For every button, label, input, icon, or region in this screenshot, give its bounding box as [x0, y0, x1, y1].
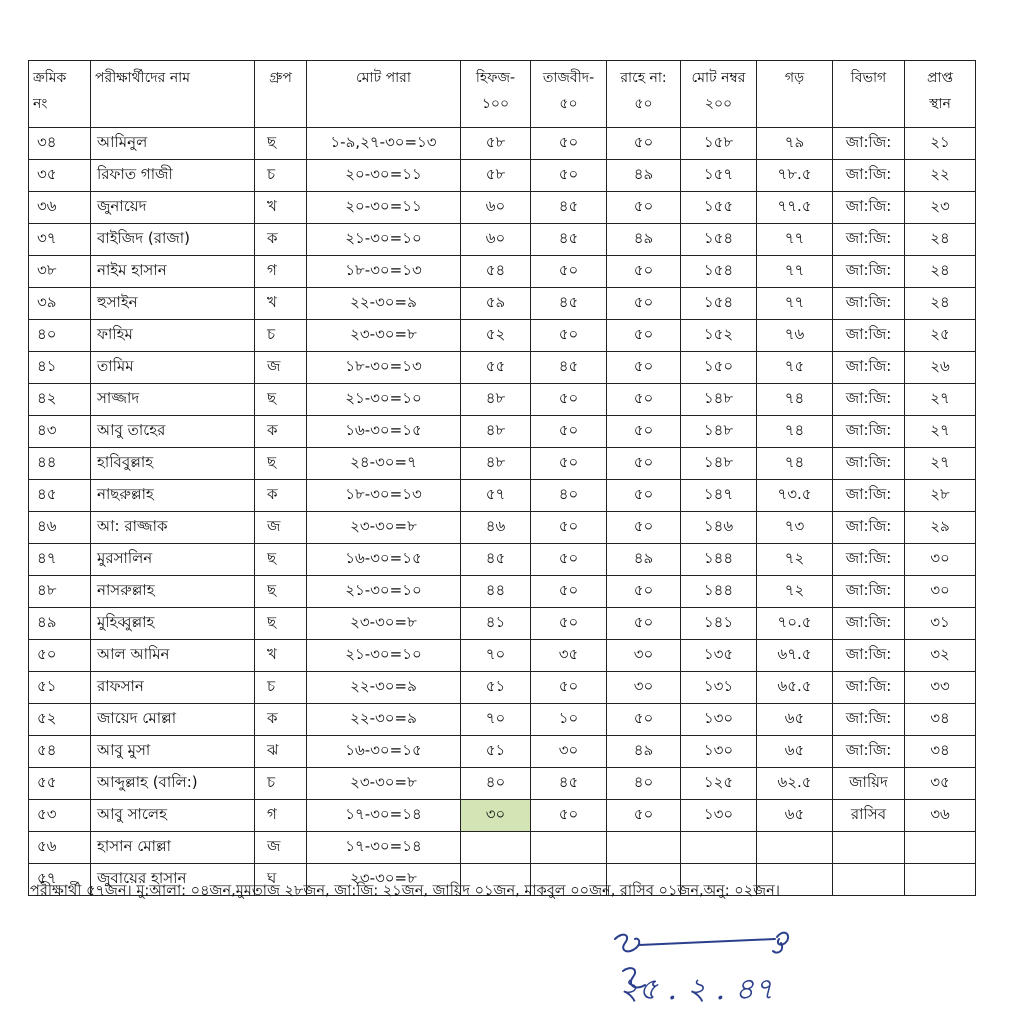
cell-rahe: ৫০: [607, 608, 681, 640]
cell-tajweed: ৫০: [531, 512, 607, 544]
cell-position: ২৪: [905, 256, 976, 288]
cell-hifz: ৩০: [461, 800, 531, 832]
cell-total-para: ১৬-৩০=১৫: [307, 736, 461, 768]
cell-position: ৩০: [905, 576, 976, 608]
cell-division: জা:জি:: [833, 576, 905, 608]
cell-serial: ৩৬: [29, 192, 91, 224]
cell-serial: ৪৪: [29, 448, 91, 480]
header-division: বিভাগ: [833, 61, 905, 128]
cell-average: ৬৫.৫: [757, 672, 833, 704]
cell-group: ক: [255, 704, 307, 736]
cell-hifz: ৫১: [461, 736, 531, 768]
table-row: [29, 128, 976, 160]
table-row: [29, 544, 976, 576]
cell-total-para: ১-৯,২৭-৩০=১৩: [307, 128, 461, 160]
cell-average: ৬৭.৫: [757, 640, 833, 672]
cell-tajweed: ৫০: [531, 256, 607, 288]
table-body: [29, 128, 976, 896]
cell-total-para: ২০-৩০=১১: [307, 160, 461, 192]
cell-tajweed: ৫০: [531, 384, 607, 416]
cell-division: জা:জি:: [833, 384, 905, 416]
cell-hifz: ৪৪: [461, 576, 531, 608]
cell-division: জা:জি:: [833, 448, 905, 480]
cell-position: ২৬: [905, 352, 976, 384]
cell-group: খ: [255, 640, 307, 672]
cell-group: চ: [255, 320, 307, 352]
cell-tajweed: ৫০: [531, 160, 607, 192]
cell-tajweed: ৪৫: [531, 224, 607, 256]
cell-position: [905, 864, 976, 896]
cell-total-para: ২৩-৩০=৮: [307, 768, 461, 800]
header-position: প্রাপ্ত স্থান: [905, 61, 976, 128]
cell-hifz: ৪৬: [461, 512, 531, 544]
cell-serial: ৫৩: [29, 800, 91, 832]
cell-average: ৭৬: [757, 320, 833, 352]
cell-hifz: ৭০: [461, 704, 531, 736]
cell-total-marks: ১৪৮: [681, 448, 757, 480]
cell-name: আল আমিন: [91, 640, 255, 672]
cell-division: জা:জি:: [833, 224, 905, 256]
cell-average: ৭০.৫: [757, 608, 833, 640]
cell-division: জা:জি:: [833, 672, 905, 704]
cell-division: [833, 832, 905, 864]
cell-hifz: ৬০: [461, 192, 531, 224]
cell-tajweed: ৫০: [531, 448, 607, 480]
cell-position: ২৭: [905, 448, 976, 480]
cell-position: ২২: [905, 160, 976, 192]
cell-name: জায়েদ মোল্লা: [91, 704, 255, 736]
cell-position: ২৪: [905, 224, 976, 256]
handwritten-signature: [605, 925, 805, 1010]
header-total-para: মোট পারা: [307, 61, 461, 128]
cell-hifz: ৪১: [461, 608, 531, 640]
cell-name: হাসান মোল্লা: [91, 832, 255, 864]
cell-rahe: ৩০: [607, 640, 681, 672]
table-row: [29, 736, 976, 768]
cell-position: ২৩: [905, 192, 976, 224]
cell-position: ৩০: [905, 544, 976, 576]
cell-average: ৬৫: [757, 800, 833, 832]
cell-group: ক: [255, 416, 307, 448]
cell-total-para: ২৩-৩০=৮: [307, 608, 461, 640]
cell-serial: ৩৮: [29, 256, 91, 288]
table-row: [29, 224, 976, 256]
cell-total-marks: ১৩০: [681, 800, 757, 832]
table-row: [29, 576, 976, 608]
cell-average: [757, 832, 833, 864]
cell-division: জা:জি:: [833, 160, 905, 192]
cell-rahe: ৫০: [607, 192, 681, 224]
cell-tajweed: ৫০: [531, 128, 607, 160]
cell-total-para: ১৬-৩০=১৫: [307, 544, 461, 576]
table-row: [29, 512, 976, 544]
cell-hifz: ৫৮: [461, 160, 531, 192]
cell-rahe: ৫০: [607, 384, 681, 416]
cell-group: ছ: [255, 544, 307, 576]
table-row: [29, 608, 976, 640]
cell-division: জা:জি:: [833, 736, 905, 768]
cell-hifz: ৪৮: [461, 384, 531, 416]
cell-serial: ৪৫: [29, 480, 91, 512]
cell-hifz: ৫৮: [461, 128, 531, 160]
cell-total-marks: ১৫৪: [681, 288, 757, 320]
cell-serial: ৩৯: [29, 288, 91, 320]
cell-name: নাসরুল্লাহ: [91, 576, 255, 608]
cell-rahe: ৪৯: [607, 736, 681, 768]
cell-hifz: ৫৭: [461, 480, 531, 512]
cell-tajweed: ৫০: [531, 416, 607, 448]
cell-group: খ: [255, 288, 307, 320]
cell-average: ৬৫: [757, 736, 833, 768]
cell-group: ছ: [255, 576, 307, 608]
cell-position: ২১: [905, 128, 976, 160]
cell-division: জা:জি:: [833, 544, 905, 576]
table-row: [29, 192, 976, 224]
header-tajweed: তাজবীদ- ৫০: [531, 61, 607, 128]
cell-tajweed: ৫০: [531, 544, 607, 576]
cell-group: গ: [255, 256, 307, 288]
cell-tajweed: ৪৫: [531, 768, 607, 800]
cell-total-para: ২১-৩০=১০: [307, 576, 461, 608]
cell-division: জায়িদ: [833, 768, 905, 800]
cell-total-marks: ১৩১: [681, 672, 757, 704]
cell-serial: ৩৫: [29, 160, 91, 192]
cell-group: ছ: [255, 384, 307, 416]
cell-group: জ: [255, 352, 307, 384]
cell-position: ৩৩: [905, 672, 976, 704]
cell-division: জা:জি:: [833, 320, 905, 352]
cell-average: ৭২: [757, 544, 833, 576]
cell-hifz: ৫৯: [461, 288, 531, 320]
cell-rahe: ৫০: [607, 800, 681, 832]
cell-serial: ৫১: [29, 672, 91, 704]
table-row: [29, 672, 976, 704]
summary-footer: পরীক্ষার্থী ৫৭জন। মু:আলা: ০৪জন,মুমতাজ ২৮জন, জা:জি: ২১জন, জায়িদ ০১জন, মাকবুল ০০জন, রাসিব ০১জন,অনু: ০২জন।: [30, 883, 780, 899]
cell-group: খ: [255, 192, 307, 224]
cell-name: নাইম হাসান: [91, 256, 255, 288]
cell-name: আ: রাজ্জাক: [91, 512, 255, 544]
cell-total-marks: ১৫৭: [681, 160, 757, 192]
cell-average: ৭২: [757, 576, 833, 608]
cell-tajweed: ১০: [531, 704, 607, 736]
cell-rahe: ৫০: [607, 416, 681, 448]
cell-name: বাইজিদ (রাজা): [91, 224, 255, 256]
cell-name: তামিম: [91, 352, 255, 384]
cell-rahe: ৫০: [607, 320, 681, 352]
cell-serial: ৪৮: [29, 576, 91, 608]
cell-division: জা:জি:: [833, 480, 905, 512]
cell-division: জা:জি:: [833, 256, 905, 288]
cell-division: রাসিব: [833, 800, 905, 832]
cell-position: ৩৪: [905, 736, 976, 768]
cell-group: ঘ: [255, 864, 307, 896]
cell-tajweed: ৩০: [531, 736, 607, 768]
cell-average: ৭৩.৫: [757, 480, 833, 512]
cell-serial: ৫৫: [29, 768, 91, 800]
cell-total-para: ২১-৩০=১০: [307, 384, 461, 416]
cell-division: জা:জি:: [833, 128, 905, 160]
cell-tajweed: ৫০: [531, 800, 607, 832]
table-row: [29, 704, 976, 736]
cell-average: ৭৪: [757, 448, 833, 480]
cell-average: ৭৭: [757, 256, 833, 288]
cell-total-marks: ১৪৮: [681, 384, 757, 416]
cell-position: ২৭: [905, 384, 976, 416]
table-row: [29, 288, 976, 320]
cell-total-marks: ১৪৮: [681, 416, 757, 448]
cell-average: ৭৯: [757, 128, 833, 160]
table-row: [29, 320, 976, 352]
cell-tajweed: ৪৫: [531, 288, 607, 320]
cell-total-para: ১৮-৩০=১৩: [307, 352, 461, 384]
header-name: পরীক্ষার্থীদের নাম: [91, 61, 255, 128]
cell-name: সাজ্জাদ: [91, 384, 255, 416]
cell-division: জা:জি:: [833, 640, 905, 672]
cell-rahe: ৫০: [607, 128, 681, 160]
cell-name: রিফাত গাজী: [91, 160, 255, 192]
header-hifz: হিফজ- ১০০: [461, 61, 531, 128]
cell-position: ৩৪: [905, 704, 976, 736]
cell-total-marks: ১৪১: [681, 608, 757, 640]
cell-hifz: ৫৪: [461, 256, 531, 288]
cell-total-marks: [681, 832, 757, 864]
table-row: [29, 640, 976, 672]
cell-serial: ৪৩: [29, 416, 91, 448]
cell-total-marks: ১৪৪: [681, 544, 757, 576]
cell-group: ক: [255, 224, 307, 256]
cell-total-para: ২১-৩০=১০: [307, 640, 461, 672]
cell-rahe: ৫০: [607, 576, 681, 608]
table-row: [29, 256, 976, 288]
cell-total-marks: ১৫৫: [681, 192, 757, 224]
cell-division: জা:জি:: [833, 704, 905, 736]
cell-total-para: ১৭-৩০=১৪: [307, 800, 461, 832]
header-rahe: রাহে না: ৫০: [607, 61, 681, 128]
cell-group: ছ: [255, 448, 307, 480]
cell-name: আবু তাহের: [91, 416, 255, 448]
cell-tajweed: ৫০: [531, 672, 607, 704]
cell-total-para: ১৮-৩০=১৩: [307, 480, 461, 512]
cell-total-marks: ১৩০: [681, 704, 757, 736]
cell-total-marks: ১৪৪: [681, 576, 757, 608]
cell-serial: ৪৭: [29, 544, 91, 576]
cell-division: জা:জি:: [833, 416, 905, 448]
cell-total-para: ২২-৩০=৯: [307, 288, 461, 320]
cell-total-marks: ১৫৮: [681, 128, 757, 160]
cell-serial: ৪২: [29, 384, 91, 416]
cell-tajweed: ৩৫: [531, 640, 607, 672]
cell-name: জুবায়ের হাসান: [91, 864, 255, 896]
cell-hifz: ৫৫: [461, 352, 531, 384]
cell-division: জা:জি:: [833, 352, 905, 384]
cell-total-para: ২৩-৩০=৮: [307, 320, 461, 352]
cell-serial: ৩৪: [29, 128, 91, 160]
cell-hifz: ৭০: [461, 640, 531, 672]
header-average: গড়: [757, 61, 833, 128]
header-row: [29, 61, 976, 128]
table-row: [29, 832, 976, 864]
cell-total-para: ২০-৩০=১১: [307, 192, 461, 224]
cell-total-para: ২১-৩০=১০: [307, 224, 461, 256]
cell-tajweed: ৫০: [531, 576, 607, 608]
cell-rahe: ৪৯: [607, 224, 681, 256]
cell-position: ৩৬: [905, 800, 976, 832]
cell-tajweed: ৪৫: [531, 192, 607, 224]
cell-division: জা:জি:: [833, 608, 905, 640]
cell-average: ৭৪: [757, 416, 833, 448]
cell-group: জ: [255, 512, 307, 544]
signature-date: ২৫ . ২ . ৪৭: [619, 972, 774, 1007]
cell-division: জা:জি:: [833, 512, 905, 544]
cell-hifz: [461, 832, 531, 864]
cell-group: ছ: [255, 128, 307, 160]
cell-rahe: ৫০: [607, 512, 681, 544]
cell-group: ছ: [255, 608, 307, 640]
table-row: [29, 800, 976, 832]
cell-serial: ৫৬: [29, 832, 91, 864]
header-group: গ্রুপ: [255, 61, 307, 128]
cell-average: ৭৮.৫: [757, 160, 833, 192]
cell-total-marks: ১৪৬: [681, 512, 757, 544]
cell-total-para: ১৭-৩০=১৪: [307, 832, 461, 864]
cell-serial: ৫০: [29, 640, 91, 672]
cell-average: ৬৫: [757, 704, 833, 736]
cell-hifz: ৫১: [461, 672, 531, 704]
cell-average: ৬২.৫: [757, 768, 833, 800]
cell-name: আবু সালেহ: [91, 800, 255, 832]
table-row: [29, 480, 976, 512]
cell-total-para: ২২-৩০=৯: [307, 672, 461, 704]
cell-total-marks: ১৫০: [681, 352, 757, 384]
cell-total-para: ২৩-৩০=৮: [307, 512, 461, 544]
cell-name: রাফসান: [91, 672, 255, 704]
cell-hifz: ৪৮: [461, 448, 531, 480]
cell-total-para: ২৪-৩০=৭: [307, 448, 461, 480]
cell-rahe: ৫০: [607, 448, 681, 480]
cell-average: ৭৫: [757, 352, 833, 384]
cell-position: ২৭: [905, 416, 976, 448]
cell-hifz: ৫২: [461, 320, 531, 352]
cell-position: ২৯: [905, 512, 976, 544]
cell-hifz: ৪৫: [461, 544, 531, 576]
cell-tajweed: ৫০: [531, 320, 607, 352]
cell-rahe: ৪৯: [607, 544, 681, 576]
cell-group: গ: [255, 800, 307, 832]
cell-rahe: ৫০: [607, 256, 681, 288]
cell-rahe: ৩০: [607, 672, 681, 704]
cell-name: মুরসালিন: [91, 544, 255, 576]
cell-total-para: ১৬-৩০=১৫: [307, 416, 461, 448]
cell-average: ৭৭: [757, 288, 833, 320]
cell-division: জা:জি:: [833, 288, 905, 320]
header-serial: ক্রমিক নং: [29, 61, 91, 128]
cell-rahe: ৪০: [607, 768, 681, 800]
cell-serial: ৩৭: [29, 224, 91, 256]
cell-total-para: ২৩-৩০=৮: [307, 864, 461, 896]
cell-hifz: ৪০: [461, 768, 531, 800]
cell-serial: ৪১: [29, 352, 91, 384]
cell-average: ৭৭: [757, 224, 833, 256]
cell-total-marks: ১২৫: [681, 768, 757, 800]
cell-rahe: ৫০: [607, 480, 681, 512]
cell-name: হুসাইন: [91, 288, 255, 320]
cell-total-marks: ১৩০: [681, 736, 757, 768]
table-row: [29, 448, 976, 480]
table-row: [29, 352, 976, 384]
cell-position: ২৮: [905, 480, 976, 512]
cell-total-para: ২২-৩০=৯: [307, 704, 461, 736]
cell-group: জ: [255, 832, 307, 864]
cell-serial: ৫৭: [29, 864, 91, 896]
cell-rahe: [607, 832, 681, 864]
cell-total-para: ১৮-৩০=১৩: [307, 256, 461, 288]
cell-name: হাবিবুল্লাহ: [91, 448, 255, 480]
cell-name: মুহিব্বুল্লাহ: [91, 608, 255, 640]
cell-group: চ: [255, 160, 307, 192]
cell-total-marks: ১৪৭: [681, 480, 757, 512]
cell-rahe: ৫০: [607, 288, 681, 320]
table-row: [29, 416, 976, 448]
cell-tajweed: ৫০: [531, 608, 607, 640]
cell-rahe: ৫০: [607, 352, 681, 384]
cell-average: ৭৩: [757, 512, 833, 544]
cell-group: ঝ: [255, 736, 307, 768]
cell-name: আমিনুল: [91, 128, 255, 160]
cell-group: চ: [255, 672, 307, 704]
header-total-marks: মোট নম্বর ২০০: [681, 61, 757, 128]
cell-name: ফাহিম: [91, 320, 255, 352]
table-row: [29, 768, 976, 800]
cell-total-marks: ১৫২: [681, 320, 757, 352]
cell-position: ৩২: [905, 640, 976, 672]
cell-name: আব্দুল্লাহ (বালি:): [91, 768, 255, 800]
cell-hifz: ৬০: [461, 224, 531, 256]
cell-position: ৩৫: [905, 768, 976, 800]
cell-position: ২৪: [905, 288, 976, 320]
cell-serial: ৫২: [29, 704, 91, 736]
cell-name: নাছরুল্লাহ: [91, 480, 255, 512]
cell-name: আবু মুসা: [91, 736, 255, 768]
table-row: [29, 160, 976, 192]
cell-hifz: ৪৮: [461, 416, 531, 448]
cell-serial: ৫৪: [29, 736, 91, 768]
cell-tajweed: [531, 832, 607, 864]
cell-total-marks: ১৫৪: [681, 256, 757, 288]
cell-tajweed: ৪০: [531, 480, 607, 512]
cell-position: ৩১: [905, 608, 976, 640]
cell-position: ২৫: [905, 320, 976, 352]
cell-serial: ৪৯: [29, 608, 91, 640]
cell-rahe: ৪৯: [607, 160, 681, 192]
cell-serial: ৪০: [29, 320, 91, 352]
cell-position: [905, 832, 976, 864]
cell-serial: ৪৬: [29, 512, 91, 544]
cell-rahe: ৫০: [607, 704, 681, 736]
cell-average: ৭৪: [757, 384, 833, 416]
result-table: [28, 60, 976, 896]
cell-name: জুনায়েদ: [91, 192, 255, 224]
cell-division: জা:জি:: [833, 192, 905, 224]
cell-total-marks: ১৫৪: [681, 224, 757, 256]
cell-average: ৭৭.৫: [757, 192, 833, 224]
cell-group: ক: [255, 480, 307, 512]
cell-total-marks: ১৩৫: [681, 640, 757, 672]
cell-group: চ: [255, 768, 307, 800]
table-row: [29, 384, 976, 416]
cell-tajweed: ৪৫: [531, 352, 607, 384]
cell-division: [833, 864, 905, 896]
